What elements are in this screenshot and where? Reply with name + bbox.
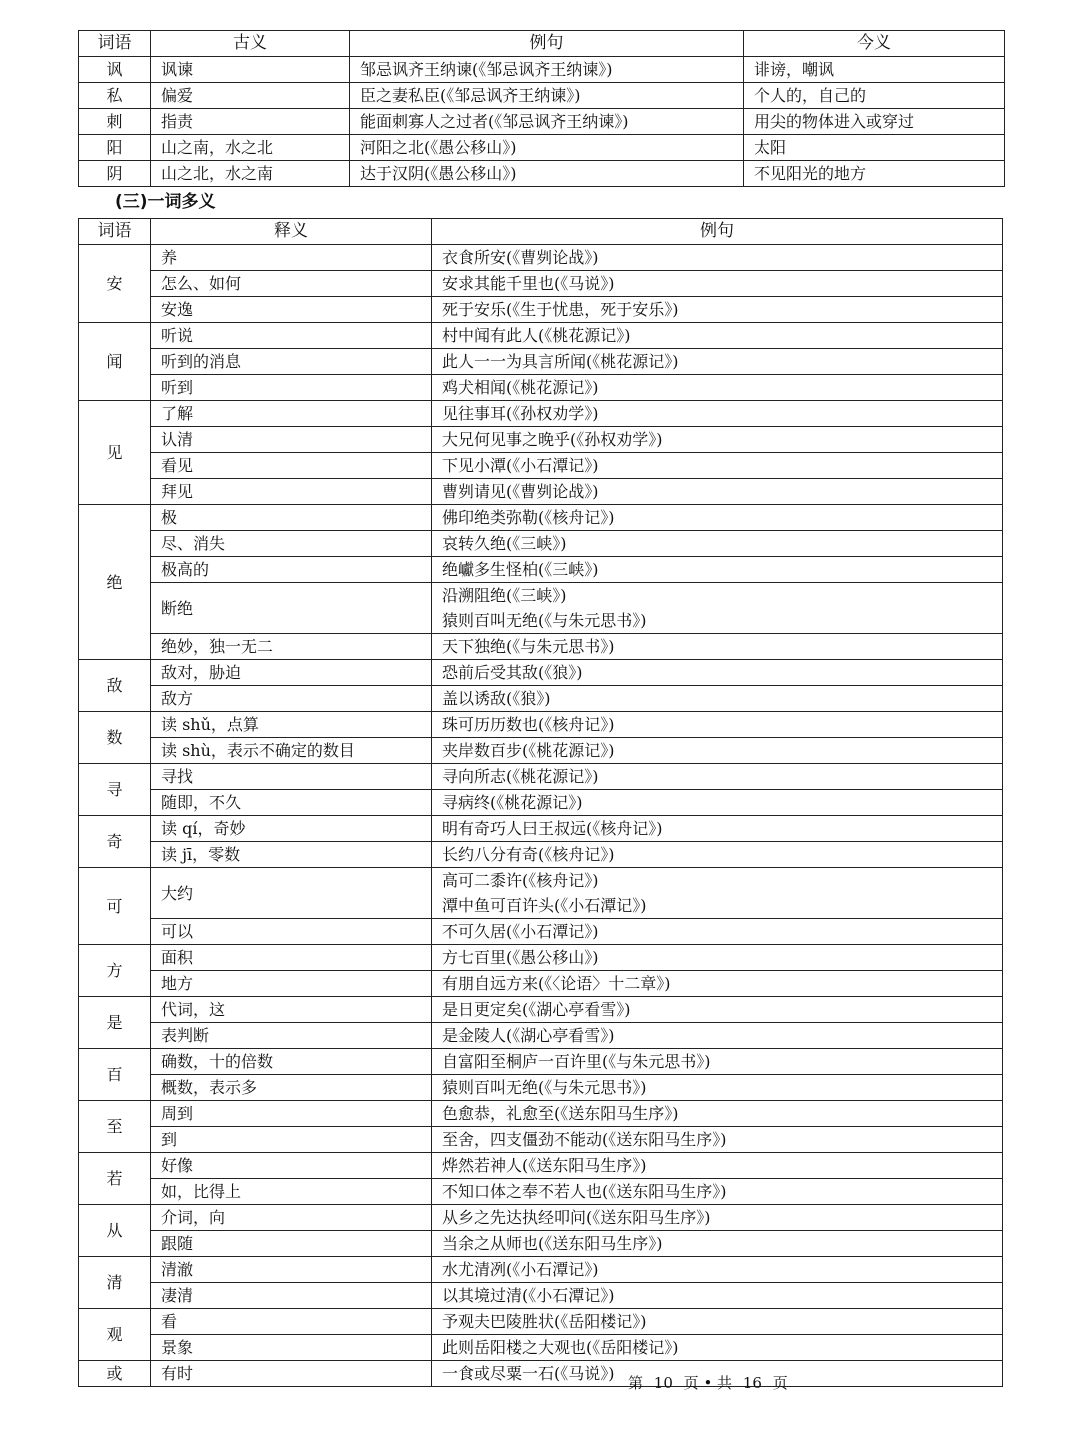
word-cell: 奇 bbox=[79, 816, 151, 868]
example-cell bbox=[432, 712, 1003, 738]
modern-meaning-cell: 个人的，自己的 bbox=[744, 83, 1005, 109]
example-cell bbox=[432, 427, 1003, 453]
example-line: 此人一一为具言所闻(《桃花源记》) bbox=[442, 352, 679, 371]
meaning-cell: 看 bbox=[151, 1309, 432, 1335]
example-line: 以其境过清(《小石潭记》) bbox=[442, 1286, 615, 1305]
example-line: 夹岸数百步(《桃花源记》) bbox=[442, 741, 615, 760]
table-row bbox=[79, 161, 1005, 187]
modern-meaning-cell: 不见阳光的地方 bbox=[744, 161, 1005, 187]
table-row bbox=[79, 583, 1003, 634]
meaning-cell: 怎么、如何 bbox=[151, 271, 432, 297]
polysemy-table bbox=[78, 218, 1003, 1387]
meaning-cell: 认清 bbox=[151, 427, 432, 453]
example-line: 见往事耳(《孙权劝学》) bbox=[442, 404, 599, 423]
example-line: 有朋自远方来(《〈论语〉十二章》) bbox=[442, 974, 671, 993]
table-row bbox=[79, 919, 1003, 945]
example-line: 天下独绝(《与朱元思书》) bbox=[442, 637, 615, 656]
example-cell bbox=[432, 634, 1003, 660]
word-cell: 绝 bbox=[79, 505, 151, 660]
ancient-meaning-cell: 指责 bbox=[151, 109, 350, 135]
word-cell: 敌 bbox=[79, 660, 151, 712]
table-row bbox=[79, 1101, 1003, 1127]
modern-meaning-cell: 诽谤，嘲讽 bbox=[744, 57, 1005, 83]
example-cell bbox=[432, 349, 1003, 375]
example-line: 村中闻有此人(《桃花源记》) bbox=[442, 326, 631, 345]
header-word: 词语 bbox=[79, 219, 151, 245]
word-cell: 方 bbox=[79, 945, 151, 997]
example-line: 至舍，四支僵劲不能动(《送东阳马生序》) bbox=[442, 1130, 727, 1149]
example-cell bbox=[432, 557, 1003, 583]
table-row bbox=[79, 505, 1003, 531]
ancient-meaning-cell: 山之南，水之北 bbox=[151, 135, 350, 161]
example-line: 明有奇巧人曰王叔远(《核舟记》) bbox=[442, 819, 663, 838]
table-row bbox=[79, 83, 1005, 109]
word-cell: 阳 bbox=[79, 135, 151, 161]
example-cell bbox=[432, 1049, 1003, 1075]
meaning-cell: 景象 bbox=[151, 1335, 432, 1361]
meaning-cell: 确数，十的倍数 bbox=[151, 1049, 432, 1075]
example-line: 此则岳阳楼之大观也(《岳阳楼记》) bbox=[442, 1338, 679, 1357]
word-cell: 闻 bbox=[79, 323, 151, 401]
meaning-cell: 读 jī，零数 bbox=[151, 842, 432, 868]
header-meaning: 释义 bbox=[151, 219, 432, 245]
example-line: 潭中鱼可百许头(《小石潭记》) bbox=[442, 896, 647, 915]
example-cell bbox=[432, 1023, 1003, 1049]
example-line: 恐前后受其敌(《狼》) bbox=[442, 663, 583, 682]
word-cell: 可 bbox=[79, 868, 151, 945]
meaning-cell: 听到的消息 bbox=[151, 349, 432, 375]
meaning-cell: 介词，向 bbox=[151, 1205, 432, 1231]
example-line: 自富阳至桐庐一百许里(《与朱元思书》) bbox=[442, 1052, 711, 1071]
table-row bbox=[79, 1127, 1003, 1153]
section-title: (三)一词多义 bbox=[115, 192, 216, 212]
table-row bbox=[79, 349, 1003, 375]
table-row bbox=[79, 816, 1003, 842]
meaning-cell: 大约 bbox=[151, 868, 432, 919]
meaning-cell: 寻找 bbox=[151, 764, 432, 790]
word-cell: 安 bbox=[79, 245, 151, 323]
meaning-cell: 表判断 bbox=[151, 1023, 432, 1049]
example-cell bbox=[432, 1335, 1003, 1361]
word-cell: 阴 bbox=[79, 161, 151, 187]
meaning-cell: 读 shù，表示不确定的数目 bbox=[151, 738, 432, 764]
table-row bbox=[79, 427, 1003, 453]
meaning-cell: 断绝 bbox=[151, 583, 432, 634]
footer-suffix: 页 bbox=[772, 1374, 788, 1392]
meaning-cell: 绝妙，独一无二 bbox=[151, 634, 432, 660]
table-row bbox=[79, 1283, 1003, 1309]
example-cell bbox=[432, 1101, 1003, 1127]
example-line: 死于安乐(《生于忧患，死于安乐》) bbox=[442, 300, 679, 319]
example-line: 是金陵人(《湖心亭看雪》) bbox=[442, 1026, 615, 1045]
example-line: 色愈恭，礼愈至(《送东阳马生序》) bbox=[442, 1104, 679, 1123]
meaning-cell: 概数，表示多 bbox=[151, 1075, 432, 1101]
example-cell bbox=[432, 1257, 1003, 1283]
word-cell: 百 bbox=[79, 1049, 151, 1101]
word-cell: 刺 bbox=[79, 109, 151, 135]
word-cell: 从 bbox=[79, 1205, 151, 1257]
word-cell: 见 bbox=[79, 401, 151, 505]
footer-total-pages: 16 bbox=[742, 1374, 762, 1392]
meaning-cell: 可以 bbox=[151, 919, 432, 945]
meaning-cell: 跟随 bbox=[151, 1231, 432, 1257]
example-line: 烨然若神人(《送东阳马生序》) bbox=[442, 1156, 647, 1175]
meaning-cell: 如，比得上 bbox=[151, 1179, 432, 1205]
ancient-meaning-cell: 讽谏 bbox=[151, 57, 350, 83]
example-line: 绝巘多生怪柏(《三峡》) bbox=[442, 560, 599, 579]
example-cell bbox=[432, 505, 1003, 531]
table-row bbox=[79, 531, 1003, 557]
example-line: 猿则百叫无绝(《与朱元思书》) bbox=[442, 611, 647, 630]
table-row bbox=[79, 738, 1003, 764]
example-line: 猿则百叫无绝(《与朱元思书》) bbox=[442, 1078, 647, 1097]
table-row bbox=[79, 401, 1003, 427]
example-cell bbox=[432, 842, 1003, 868]
meaning-cell: 随即，不久 bbox=[151, 790, 432, 816]
example-line: 寻向所志(《桃花源记》) bbox=[442, 767, 599, 786]
example-cell bbox=[432, 868, 1003, 919]
table-row bbox=[79, 764, 1003, 790]
table-row bbox=[79, 1361, 1003, 1387]
modern-meaning-cell: 用尖的物体进入或穿过 bbox=[744, 109, 1005, 135]
example-cell bbox=[432, 1309, 1003, 1335]
meaning-cell: 到 bbox=[151, 1127, 432, 1153]
example-cell bbox=[432, 245, 1003, 271]
table-row bbox=[79, 1309, 1003, 1335]
meaning-cell: 面积 bbox=[151, 945, 432, 971]
example-line: 沿溯阻绝(《三峡》) bbox=[442, 586, 567, 605]
example-cell bbox=[432, 971, 1003, 997]
table-row bbox=[79, 945, 1003, 971]
example-cell bbox=[432, 660, 1003, 686]
table-row bbox=[79, 1023, 1003, 1049]
example-cell bbox=[432, 1283, 1003, 1309]
example-cell bbox=[432, 1153, 1003, 1179]
example-cell bbox=[432, 816, 1003, 842]
ancient-meaning-cell: 偏爱 bbox=[151, 83, 350, 109]
example-cell bbox=[432, 479, 1003, 505]
example-line: 方七百里(《愚公移山》) bbox=[442, 948, 599, 967]
example-cell bbox=[432, 1179, 1003, 1205]
example-line: 哀转久绝(《三峡》) bbox=[442, 534, 567, 553]
ancient-meaning-cell: 山之北，水之南 bbox=[151, 161, 350, 187]
table-row bbox=[79, 660, 1003, 686]
example-line: 一食或尽粟一石(《马说》) bbox=[442, 1364, 615, 1383]
example-cell bbox=[432, 738, 1003, 764]
table-row bbox=[79, 971, 1003, 997]
example-line: 予观夫巴陵胜状(《岳阳楼记》) bbox=[442, 1312, 647, 1331]
example-cell: 河阳之北(《愚公移山》) bbox=[350, 135, 744, 161]
word-cell: 若 bbox=[79, 1153, 151, 1205]
example-cell bbox=[432, 790, 1003, 816]
table-row bbox=[79, 1179, 1003, 1205]
table-row bbox=[79, 271, 1003, 297]
meaning-cell: 周到 bbox=[151, 1101, 432, 1127]
table-row bbox=[79, 557, 1003, 583]
page-footer bbox=[628, 1372, 794, 1394]
meaning-cell: 读 shǔ，点算 bbox=[151, 712, 432, 738]
example-cell bbox=[432, 1075, 1003, 1101]
example-cell bbox=[432, 1231, 1003, 1257]
table-row bbox=[79, 453, 1003, 479]
table-row bbox=[79, 375, 1003, 401]
example-cell: 达于汉阴(《愚公移山》) bbox=[350, 161, 744, 187]
example-cell bbox=[432, 531, 1003, 557]
example-cell bbox=[432, 686, 1003, 712]
example-cell bbox=[432, 1205, 1003, 1231]
footer-middle: 页 • 共 bbox=[683, 1374, 733, 1392]
ancient-vs-modern-meaning-table bbox=[78, 30, 1005, 187]
example-cell: 邹忌讽齐王纳谏(《邹忌讽齐王纳谏》) bbox=[350, 57, 744, 83]
example-line: 珠可历历数也(《核舟记》) bbox=[442, 715, 615, 734]
table-row bbox=[79, 1049, 1003, 1075]
table-row bbox=[79, 686, 1003, 712]
meaning-cell: 有时 bbox=[151, 1361, 432, 1387]
table-row bbox=[79, 712, 1003, 738]
example-line: 是日更定矣(《湖心亭看雪》) bbox=[442, 1000, 631, 1019]
example-cell bbox=[432, 401, 1003, 427]
table-row bbox=[79, 634, 1003, 660]
meaning-cell: 极高的 bbox=[151, 557, 432, 583]
example-line: 衣食所安(《曹刿论战》) bbox=[442, 248, 599, 267]
example-cell bbox=[432, 297, 1003, 323]
table-row bbox=[79, 109, 1005, 135]
example-line: 当余之从师也(《送东阳马生序》) bbox=[442, 1234, 663, 1253]
meaning-cell: 代词，这 bbox=[151, 997, 432, 1023]
word-cell: 或 bbox=[79, 1361, 151, 1387]
table-row bbox=[79, 245, 1003, 271]
example-cell bbox=[432, 453, 1003, 479]
word-cell: 至 bbox=[79, 1101, 151, 1153]
word-cell: 是 bbox=[79, 997, 151, 1049]
example-line: 水尤清冽(《小石潭记》) bbox=[442, 1260, 599, 1279]
example-cell bbox=[432, 583, 1003, 634]
table-row bbox=[79, 1075, 1003, 1101]
example-cell bbox=[432, 945, 1003, 971]
word-cell: 私 bbox=[79, 83, 151, 109]
example-line: 安求其能千里也(《马说》) bbox=[442, 274, 615, 293]
example-cell bbox=[432, 323, 1003, 349]
example-line: 高可二黍许(《核舟记》) bbox=[442, 871, 599, 890]
table-row bbox=[79, 323, 1003, 349]
meaning-cell: 尽、消失 bbox=[151, 531, 432, 557]
word-cell: 寻 bbox=[79, 764, 151, 816]
meaning-cell: 养 bbox=[151, 245, 432, 271]
table-row bbox=[79, 1153, 1003, 1179]
table-row bbox=[79, 997, 1003, 1023]
meaning-cell: 极 bbox=[151, 505, 432, 531]
meaning-cell: 敌对，胁迫 bbox=[151, 660, 432, 686]
example-line: 不知口体之奉不若人也(《送东阳马生序》) bbox=[442, 1182, 727, 1201]
header-modern-meaning: 今义 bbox=[744, 31, 1005, 57]
example-cell bbox=[432, 375, 1003, 401]
example-cell bbox=[432, 919, 1003, 945]
example-line: 曹刿请见(《曹刿论战》) bbox=[442, 482, 599, 501]
meaning-cell: 听说 bbox=[151, 323, 432, 349]
header-example: 例句 bbox=[350, 31, 744, 57]
meaning-cell: 凄清 bbox=[151, 1283, 432, 1309]
header-example: 例句 bbox=[432, 219, 1003, 245]
table-row bbox=[79, 868, 1003, 919]
word-cell: 数 bbox=[79, 712, 151, 764]
table-row bbox=[79, 135, 1005, 161]
header-ancient-meaning: 古义 bbox=[151, 31, 350, 57]
example-line: 寻病终(《桃花源记》) bbox=[442, 793, 583, 812]
footer-prefix: 第 bbox=[628, 1374, 644, 1392]
example-cell bbox=[432, 1127, 1003, 1153]
table-row bbox=[79, 1205, 1003, 1231]
modern-meaning-cell: 太阳 bbox=[744, 135, 1005, 161]
table-row bbox=[79, 1231, 1003, 1257]
meaning-cell: 了解 bbox=[151, 401, 432, 427]
example-line: 盖以诱敌(《狼》) bbox=[442, 689, 551, 708]
table-row bbox=[79, 479, 1003, 505]
meaning-cell: 读 qí，奇妙 bbox=[151, 816, 432, 842]
table-header-row bbox=[79, 219, 1003, 245]
example-cell: 臣之妻私臣(《邹忌讽齐王纳谏》) bbox=[350, 83, 744, 109]
meaning-cell: 地方 bbox=[151, 971, 432, 997]
example-line: 下见小潭(《小石潭记》) bbox=[442, 456, 599, 475]
header-word: 词语 bbox=[79, 31, 151, 57]
meaning-cell: 安逸 bbox=[151, 297, 432, 323]
example-line: 大兄何见事之晚乎(《孙权劝学》) bbox=[442, 430, 663, 449]
example-cell bbox=[432, 764, 1003, 790]
word-cell: 清 bbox=[79, 1257, 151, 1309]
meaning-cell: 拜见 bbox=[151, 479, 432, 505]
table-row bbox=[79, 1257, 1003, 1283]
example-cell bbox=[432, 271, 1003, 297]
meaning-cell: 听到 bbox=[151, 375, 432, 401]
table-row bbox=[79, 57, 1005, 83]
example-line: 长约八分有奇(《核舟记》) bbox=[442, 845, 615, 864]
word-cell: 观 bbox=[79, 1309, 151, 1361]
table-row bbox=[79, 297, 1003, 323]
footer-page-number: 10 bbox=[653, 1374, 673, 1392]
meaning-cell: 好像 bbox=[151, 1153, 432, 1179]
table-header-row bbox=[79, 31, 1005, 57]
table-row bbox=[79, 1335, 1003, 1361]
example-line: 不可久居(《小石潭记》) bbox=[442, 922, 599, 941]
example-line: 从乡之先达执经叩问(《送东阳马生序》) bbox=[442, 1208, 711, 1227]
table-row bbox=[79, 842, 1003, 868]
word-cell: 讽 bbox=[79, 57, 151, 83]
example-line: 佛印绝类弥勒(《核舟记》) bbox=[442, 508, 615, 527]
example-line: 鸡犬相闻(《桃花源记》) bbox=[442, 378, 599, 397]
meaning-cell: 看见 bbox=[151, 453, 432, 479]
meaning-cell: 敌方 bbox=[151, 686, 432, 712]
meaning-cell: 清澈 bbox=[151, 1257, 432, 1283]
example-cell: 能面刺寡人之过者(《邹忌讽齐王纳谏》) bbox=[350, 109, 744, 135]
table-row bbox=[79, 790, 1003, 816]
example-cell bbox=[432, 997, 1003, 1023]
